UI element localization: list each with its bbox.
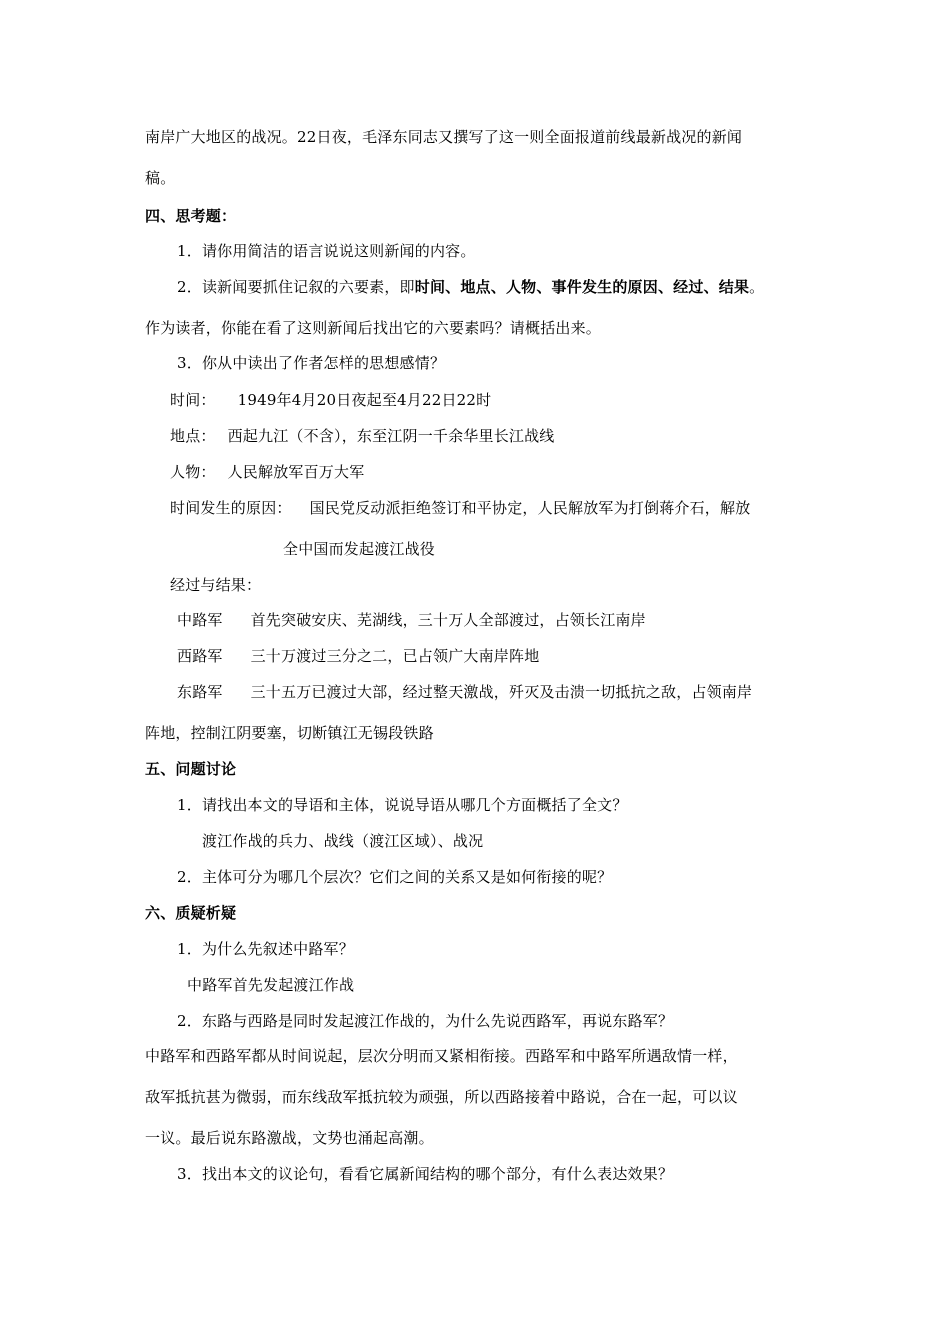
west-army-value: 三十万渡过三分之二，已占领广大南岸阵地 — [250, 647, 540, 665]
east-army-label: 东路军 — [177, 683, 223, 701]
paragraph-line: 南岸广大地区的战况。22日夜，毛泽东同志又撰写了这一则全面报道前线最新战况的新闻 — [145, 128, 743, 146]
paragraph-line: 稿。 — [145, 169, 176, 187]
people-label: 人物： — [170, 463, 216, 481]
cause-continued: 全中国而发起渡江战役 — [283, 540, 436, 558]
discussion-2: 2．主体可分为哪几个层次？它们之间的关系又是如何衔接的呢？ — [177, 868, 613, 886]
cause-value: 国民党反动派拒绝签订和平协定，人民解放军为打倒蒋介石，解放 — [309, 499, 751, 517]
east-army-value: 三十五万已渡过大部，经过整天激战，歼灭及击溃一切抵抗之敌，占领南岸 — [250, 683, 753, 701]
place-row — [170, 426, 555, 446]
query-2-answer-line: 中路军和西路军都从时间说起，层次分明而又紧相衔接。西路军和中路军所遇敌情一样， — [145, 1047, 738, 1065]
cause-row — [170, 498, 750, 518]
section-heading-6: 六、质疑析疑 — [145, 904, 237, 922]
query-1-answer: 中路军首先发起渡江作战 — [187, 976, 355, 994]
east-army-continued: 阵地，控制江阴要塞，切断镇江无锡段铁路 — [145, 724, 434, 742]
mid-army-row — [177, 610, 646, 630]
place-label: 地点： — [170, 427, 216, 445]
time-label: 时间： — [170, 391, 216, 409]
question-2-text: 2．读新闻要抓住记叙的六要素，即 — [177, 278, 415, 296]
six-elements-bold: 时间、地点、人物、事件发生的原因、经过、结果 — [414, 278, 750, 296]
question-2-continued: 作为读者，你能在看了这则新闻后找出它的六要素吗？请概括出来。 — [145, 319, 602, 337]
cause-label: 时间发生的原因： — [170, 499, 292, 517]
people-row — [170, 462, 364, 482]
query-2-answer-line: 一议。最后说东路激战，文势也涌起高潮。 — [145, 1129, 434, 1147]
time-value: 1949年4月20日夜起至4月22日22时 — [237, 391, 492, 409]
query-2: 2．东路与西路是同时发起渡江作战的，为什么先说西路军，再说东路军？ — [177, 1012, 674, 1030]
mid-army-label: 中路军 — [177, 611, 223, 629]
query-3: 3．找出本文的议论句，看看它属新闻结构的哪个部分，有什么表达效果？ — [177, 1165, 674, 1183]
section-heading-5: 五、问题讨论 — [145, 760, 237, 778]
discussion-1: 1．请找出本文的导语和主体，说说导语从哪几个方面概括了全文？ — [177, 796, 628, 814]
process-label: 经过与结果： — [170, 576, 262, 594]
mid-army-value: 首先突破安庆、芜湖线，三十万人全部渡过，占领长江南岸 — [250, 611, 646, 629]
discussion-1-answer: 渡江作战的兵力、战线（渡江区域）、战况 — [202, 832, 484, 850]
question-3: 3．你从中读出了作者怎样的思想感情？ — [177, 354, 446, 372]
people-value: 人民解放军百万大军 — [227, 463, 365, 481]
east-army-row — [177, 682, 752, 702]
section-heading-4: 四、思考题： — [145, 207, 237, 225]
time-row — [170, 390, 491, 410]
place-value: 西起九江（不含），东至江阴一千余华里长江战线 — [227, 427, 555, 445]
west-army-label: 西路军 — [177, 647, 223, 665]
question-2 — [177, 277, 764, 297]
query-1: 1．为什么先叙述中路军？ — [177, 940, 354, 958]
question-2-end: 。 — [749, 278, 765, 296]
query-2-answer-line: 敌军抵抗甚为微弱，而东线敌军抵抗较为顽强，所以西路接着中路说，合在一起，可以议 — [145, 1088, 738, 1106]
west-army-row — [177, 646, 539, 666]
question-1: 1．请你用简洁的语言说说这则新闻的内容。 — [177, 242, 476, 260]
